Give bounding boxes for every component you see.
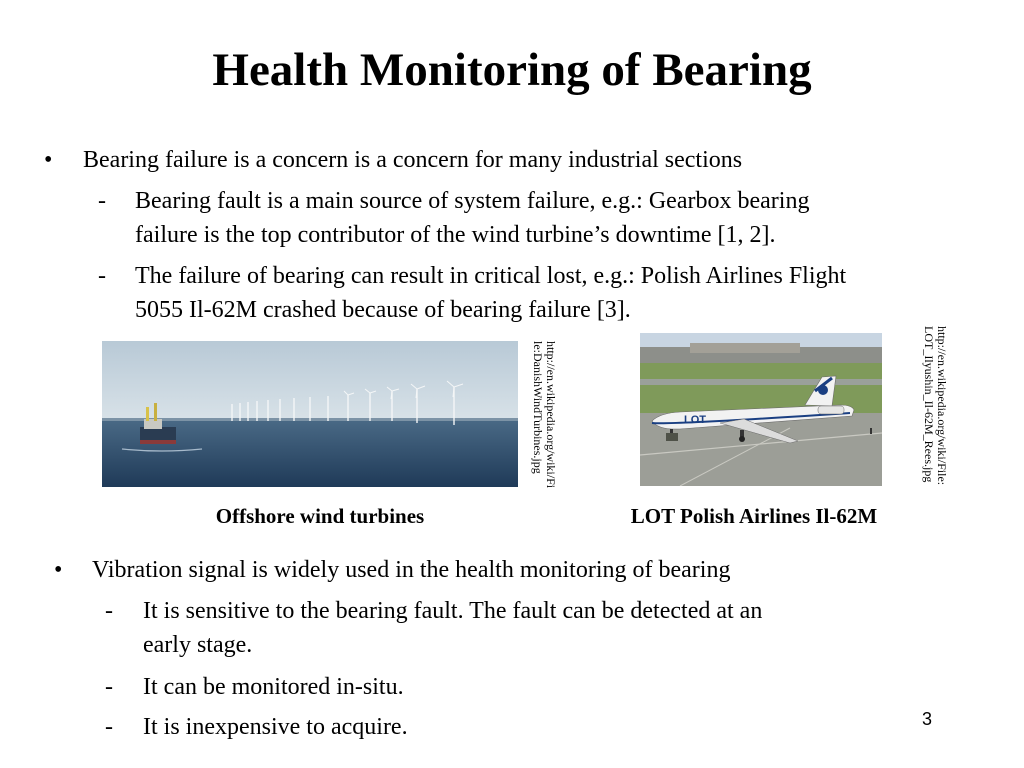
dash-symbol: - <box>105 674 113 700</box>
sub-item-line: It can be monitored in-situ. <box>143 674 404 700</box>
url-line: http://en.wikipedia.org/wiki/Fi <box>544 341 558 489</box>
sub-item-line: 5055 Il-62M crashed because of bearing failure [3]. <box>135 297 631 323</box>
url-line: http://en.wikipedia.org/wiki/File: <box>935 326 949 486</box>
url-line: le:DanishWindTurbines.jpg <box>531 341 545 474</box>
wind-turbine-photo <box>102 341 518 487</box>
plane-image-url[interactable] <box>922 326 948 485</box>
bullet-symbol: • <box>54 557 63 583</box>
livery-label: LOT <box>684 414 706 426</box>
url-line: LOT_Ilyushin_Il-62M_Rees.jpg <box>922 326 936 483</box>
sub-item <box>98 259 998 329</box>
sub-item-line: failure is the top contributor of the wind turbine’s downtime [1, 2]. <box>135 222 776 248</box>
sub-item-line: It is inexpensive to acquire. <box>143 714 408 740</box>
dash-symbol: - <box>105 714 113 740</box>
sub-item-line: Bearing fault is a main source of system failure, e.g.: Gearbox bearing <box>135 188 810 214</box>
sub-item-line: early stage. <box>143 632 253 658</box>
slide-title: Health Monitoring of Bearing <box>212 44 812 96</box>
bullet-text: Bearing failure is a concern is a concern for many industrial sections <box>83 147 743 173</box>
bullet-symbol: • <box>44 147 53 173</box>
plane-figure-caption: LOT Polish Airlines Il-62M <box>630 504 878 528</box>
dash-symbol: - <box>98 188 106 214</box>
sub-item-line: The failure of bearing can result in critical lost, e.g.: Polish Airlines Flight <box>135 263 847 289</box>
wind-figure-caption: Offshore wind turbines <box>215 504 425 528</box>
dash-symbol: - <box>98 263 106 289</box>
sub-item <box>105 594 925 664</box>
airplane-photo <box>640 333 882 486</box>
bullet-text: Vibration signal is widely used in the health monitoring of bearing <box>92 557 731 583</box>
sub-item-line: It is sensitive to the bearing fault. The fault can be detected at an <box>143 598 763 624</box>
slide-number: 3 <box>922 709 933 729</box>
dash-symbol: - <box>105 598 113 624</box>
wind-image-url[interactable] <box>531 341 557 488</box>
sub-item <box>98 184 978 254</box>
